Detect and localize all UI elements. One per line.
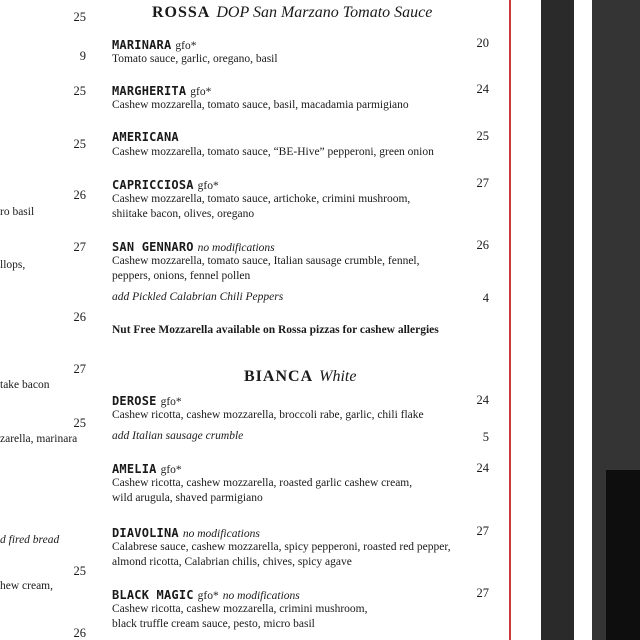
section-name: ROSSA (152, 4, 211, 21)
item-description: Cashew mozzarella, tomato sauce, Italian sausage crumble, fennel, (112, 255, 420, 267)
adjacent-page-edge (574, 0, 592, 640)
left-fragment: d fired bread (0, 534, 60, 546)
item-description: wild arugula, shaved parmigiano (112, 492, 263, 504)
item-price: 27 (476, 176, 489, 190)
allergy-note: Nut Free Mozzarella available on Rossa pizzas for cashew allergies (112, 324, 439, 336)
item-description: Calabrese sauce, cashew mozzarella, spicy pepperoni, roasted red pepper, (112, 541, 451, 553)
viewer-shadow (606, 470, 640, 640)
section-subtitle: White (319, 368, 357, 385)
item-description: Cashew ricotta, cashew mozzarella, broccoli rabe, garlic, chili flake (112, 409, 424, 421)
gfo-tag: gfo* (197, 180, 219, 192)
item-price: 20 (476, 36, 489, 50)
left-price: 9 (79, 49, 86, 63)
section-title-rossa (152, 4, 432, 22)
item-price: 27 (476, 586, 489, 600)
item-price: 24 (476, 82, 489, 96)
addon-text: add Pickled Calabrian Chili Peppers (112, 291, 284, 303)
item-description: Cashew ricotta, cashew mozzarella, crimini mushroom, (112, 603, 368, 615)
left-price: 25 (73, 10, 86, 24)
item-price: 26 (476, 238, 489, 252)
section-name: BIANCA (244, 368, 314, 385)
addon-text: add Italian sausage crumble (112, 430, 244, 442)
item-price: 27 (476, 524, 489, 538)
item-description: almond ricotta, Calabrian chilis, chives, spicy agave (112, 556, 352, 568)
left-price: 26 (73, 626, 86, 640)
left-price: 27 (73, 240, 86, 254)
item-name: DEROSE (112, 394, 157, 408)
item-name: MARINARA (112, 38, 172, 52)
item-price: 24 (476, 461, 489, 475)
item-description: Cashew mozzarella, tomato sauce, artichoke, crimini mushroom, (112, 193, 411, 205)
left-fragment: llops, (0, 259, 26, 271)
gfo-tag: gfo* (175, 40, 197, 52)
gfo-tag: gfo* (160, 464, 182, 476)
left-fragment: take bacon (0, 379, 50, 391)
no-modifications-note: no modifications (222, 590, 300, 602)
item-name: BLACK MAGIC (112, 588, 194, 602)
menu-item-americana (112, 128, 179, 146)
item-name: AMELIA (112, 462, 157, 476)
left-price: 25 (73, 416, 86, 430)
left-price: 25 (73, 564, 86, 578)
left-fragment: zarella, marinara (0, 433, 78, 445)
gfo-tag: gfo* (160, 396, 182, 408)
item-description: peppers, onions, fennel pollen (112, 270, 251, 282)
item-description: Cashew mozzarella, tomato sauce, basil, macadamia parmigiano (112, 99, 409, 111)
item-name: CAPRICCIOSA (112, 178, 194, 192)
item-name: DIAVOLINA (112, 526, 179, 540)
left-fragment: ro basil (0, 206, 35, 218)
addon-price: 4 (482, 291, 489, 305)
gfo-tag: gfo* (190, 86, 212, 98)
viewer-background-panel (541, 0, 574, 640)
gfo-tag: gfo* (197, 590, 219, 602)
item-name: MARGHERITA (112, 84, 187, 98)
item-description: Cashew mozzarella, tomato sauce, “BE-Hive” pepperoni, green onion (112, 146, 434, 158)
item-price: 25 (476, 129, 489, 143)
item-name: AMERICANA (112, 130, 179, 144)
left-fragment: hew cream, (0, 580, 53, 592)
no-modifications-note: no modifications (182, 528, 260, 540)
item-description: Tomato sauce, garlic, oregano, basil (112, 53, 278, 65)
left-price: 25 (73, 137, 86, 151)
section-title-bianca (244, 368, 356, 386)
item-name: SAN GENNARO (112, 240, 194, 254)
item-description: Cashew ricotta, cashew mozzarella, roasted garlic cashew cream, (112, 477, 413, 489)
viewer-background-panel (592, 0, 640, 640)
item-description: shiitake bacon, olives, oregano (112, 208, 255, 220)
left-price: 25 (73, 84, 86, 98)
page-gutter (511, 0, 542, 640)
left-price: 26 (73, 188, 86, 202)
item-price: 24 (476, 393, 489, 407)
left-price: 26 (73, 310, 86, 324)
item-description: black truffle cream sauce, pesto, micro basil (112, 618, 315, 630)
addon-price: 5 (482, 430, 489, 444)
left-price: 27 (73, 362, 86, 376)
section-subtitle: DOP San Marzano Tomato Sauce (216, 4, 433, 21)
no-modifications-note: no modifications (197, 242, 275, 254)
